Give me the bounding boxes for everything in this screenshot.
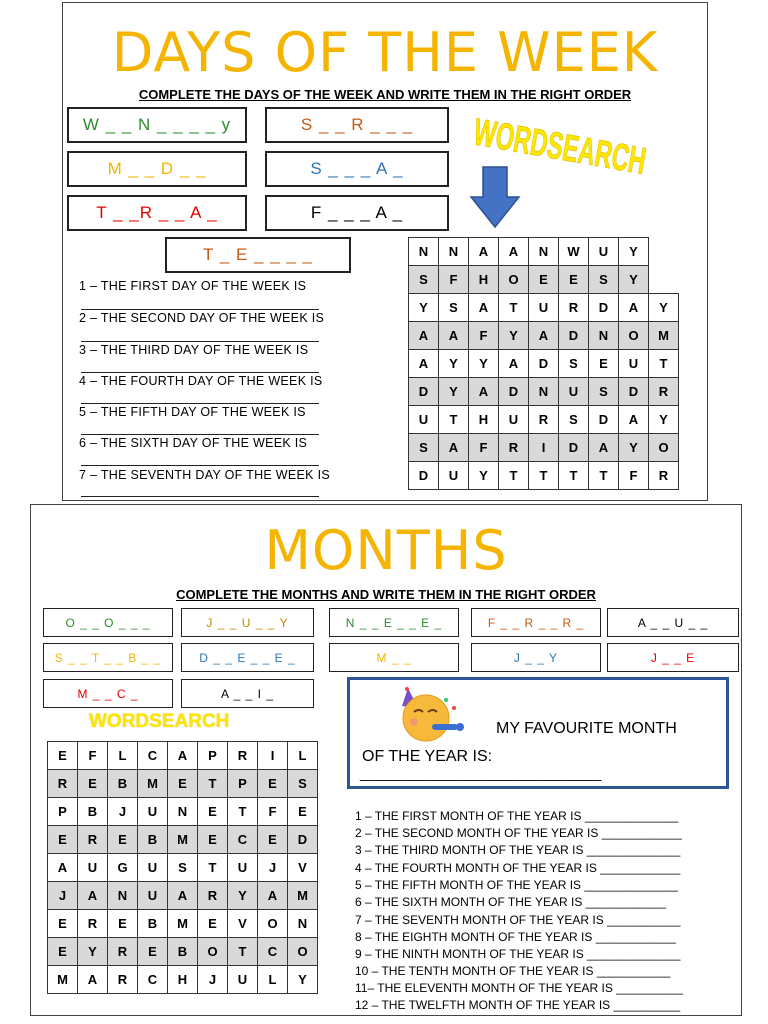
- month-question: 10 – THE TENTH MONTH OF THE YEAR IS ___________: [355, 964, 671, 978]
- grid-cell: A: [78, 882, 108, 910]
- grid-cell: R: [529, 406, 559, 434]
- grid-cell: D: [288, 826, 318, 854]
- grid-cell: S: [288, 770, 318, 798]
- days-instruction: COMPLETE THE DAYS OF THE WEEK AND WRITE THEM IN THE RIGHT ORDER: [138, 87, 632, 102]
- grid-cell: O: [619, 322, 649, 350]
- grid-cell: N: [529, 238, 559, 266]
- month-question: 4 – THE FOURTH MONTH OF THE YEAR IS ____________: [355, 861, 681, 875]
- grid-cell: R: [228, 742, 258, 770]
- grid-cell: S: [559, 406, 589, 434]
- month-puzzle-box: J _ _ U _ _ Y: [181, 608, 314, 637]
- grid-cell: L: [258, 966, 288, 994]
- grid-cell: H: [168, 966, 198, 994]
- day-puzzle-box: F _ _ _ A _: [265, 195, 449, 231]
- grid-cell: M: [48, 966, 78, 994]
- months-worksheet-panel: [30, 504, 742, 1016]
- grid-row: [48, 798, 318, 826]
- grid-cell: J: [48, 882, 78, 910]
- grid-cell: M: [138, 770, 168, 798]
- grid-cell: C: [138, 966, 168, 994]
- month-question: 2 – THE SECOND MONTH OF THE YEAR IS ____________: [355, 826, 682, 840]
- grid-cell: Y: [619, 434, 649, 462]
- month-puzzle-box: S _ _ T _ _ B _ _: [43, 643, 173, 672]
- grid-cell: R: [649, 378, 679, 406]
- grid-cell: Y: [439, 350, 469, 378]
- grid-cell: J: [108, 798, 138, 826]
- grid-cell: A: [409, 322, 439, 350]
- grid-cell: L: [108, 742, 138, 770]
- month-puzzle-box: J _ _ Y: [471, 643, 601, 672]
- grid-cell: A: [469, 294, 499, 322]
- grid-row: [48, 826, 318, 854]
- favourite-month-answer-line: _______________________________: [360, 765, 602, 781]
- grid-cell: P: [228, 770, 258, 798]
- grid-cell: A: [439, 434, 469, 462]
- grid-cell: E: [529, 266, 559, 294]
- grid-cell: U: [529, 294, 559, 322]
- months-wordsearch-grid: [47, 741, 318, 994]
- grid-cell: H: [469, 406, 499, 434]
- month-question: 3 – THE THIRD MONTH OF THE YEAR IS ______________: [355, 843, 681, 857]
- grid-cell: U: [589, 238, 619, 266]
- grid-cell: E: [559, 266, 589, 294]
- month-puzzle-box: D _ _ E _ _ E _: [181, 643, 314, 672]
- grid-cell: V: [288, 854, 318, 882]
- grid-row: [409, 266, 679, 294]
- answer-line: [81, 403, 319, 404]
- grid-cell: U: [138, 882, 168, 910]
- grid-cell: E: [198, 798, 228, 826]
- grid-cell: Y: [228, 882, 258, 910]
- grid-row: [48, 966, 318, 994]
- grid-cell: F: [469, 434, 499, 462]
- grid-row: [409, 294, 679, 322]
- grid-cell: V: [228, 910, 258, 938]
- day-puzzle-box: S _ _ _ A _: [265, 151, 449, 187]
- grid-cell: T: [198, 770, 228, 798]
- grid-cell: D: [619, 378, 649, 406]
- grid-cell: E: [288, 798, 318, 826]
- grid-cell: A: [78, 966, 108, 994]
- grid-cell: O: [258, 910, 288, 938]
- month-question: 12 – THE TWELFTH MONTH OF THE YEAR IS __________: [355, 998, 681, 1012]
- grid-cell: D: [589, 294, 619, 322]
- grid-cell: E: [108, 826, 138, 854]
- grid-cell: F: [258, 798, 288, 826]
- grid-cell: C: [138, 742, 168, 770]
- grid-cell: R: [559, 294, 589, 322]
- day-question: 3 – THE THIRD DAY OF THE WEEK IS: [79, 343, 309, 357]
- grid-cell: O: [288, 938, 318, 966]
- grid-cell: M: [168, 826, 198, 854]
- months-wordsearch-label: WORDSEARCH: [89, 711, 230, 732]
- grid-cell: A: [168, 882, 198, 910]
- month-question: 11– THE ELEVENTH MONTH OF THE YEAR IS __________: [355, 981, 683, 995]
- grid-cell: D: [559, 434, 589, 462]
- grid-cell: R: [198, 882, 228, 910]
- grid-cell: Y: [439, 378, 469, 406]
- grid-cell: A: [439, 322, 469, 350]
- grid-row: [409, 434, 679, 462]
- grid-cell: F: [439, 266, 469, 294]
- grid-cell: G: [108, 854, 138, 882]
- grid-row: [409, 238, 679, 266]
- grid-cell: Y: [409, 294, 439, 322]
- favourite-month-prompt-line2: OF THE YEAR IS:: [362, 748, 493, 765]
- favourite-month-box: [347, 677, 729, 789]
- grid-cell: E: [108, 910, 138, 938]
- grid-cell: E: [168, 770, 198, 798]
- grid-cell: Y: [619, 266, 649, 294]
- grid-cell: O: [499, 266, 529, 294]
- day-puzzle-box: T _ _R _ _ A _: [67, 195, 247, 231]
- grid-row: [409, 406, 679, 434]
- grid-cell: A: [619, 294, 649, 322]
- grid-cell: Y: [469, 462, 499, 490]
- grid-cell: U: [78, 854, 108, 882]
- grid-cell: U: [409, 406, 439, 434]
- grid-row: [409, 322, 679, 350]
- grid-cell: A: [409, 350, 439, 378]
- grid-cell: M: [168, 910, 198, 938]
- grid-cell: H: [469, 266, 499, 294]
- grid-cell: E: [48, 826, 78, 854]
- grid-cell: S: [589, 266, 619, 294]
- favourite-month-prompt: MY FAVOURITE MONTH: [496, 720, 677, 737]
- grid-cell: S: [409, 266, 439, 294]
- grid-row: [409, 378, 679, 406]
- grid-cell: A: [589, 434, 619, 462]
- grid-row: [48, 910, 318, 938]
- day-question: 7 – THE SEVENTH DAY OF THE WEEK IS: [79, 468, 331, 482]
- answer-line: [81, 465, 319, 466]
- grid-cell: T: [439, 406, 469, 434]
- grid-cell: R: [48, 770, 78, 798]
- grid-cell: B: [138, 826, 168, 854]
- grid-cell: A: [48, 854, 78, 882]
- grid-cell: B: [108, 770, 138, 798]
- grid-cell: J: [258, 854, 288, 882]
- grid-cell: M: [649, 322, 679, 350]
- grid-cell: T: [228, 798, 258, 826]
- month-question: 1 – THE FIRST MONTH OF THE YEAR IS ______________: [355, 809, 679, 823]
- month-puzzle-box: N _ _ E _ _ E _: [329, 608, 459, 637]
- grid-cell: S: [439, 294, 469, 322]
- grid-cell: E: [138, 938, 168, 966]
- grid-cell: W: [559, 238, 589, 266]
- day-question: 4 – THE FOURTH DAY OF THE WEEK IS: [79, 374, 323, 388]
- grid-cell: E: [258, 770, 288, 798]
- month-question: 9 – THE NINTH MONTH OF THE YEAR IS ______________: [355, 947, 681, 961]
- answer-line: [81, 496, 319, 497]
- month-question: 6 – THE SIXTH MONTH OF THE YEAR IS ____________: [355, 895, 666, 909]
- grid-cell: A: [499, 350, 529, 378]
- grid-cell: D: [559, 322, 589, 350]
- grid-cell: A: [619, 406, 649, 434]
- grid-cell: R: [649, 462, 679, 490]
- grid-cell: A: [168, 742, 198, 770]
- grid-cell: N: [529, 378, 559, 406]
- grid-cell: E: [48, 910, 78, 938]
- grid-cell: E: [78, 770, 108, 798]
- grid-row: [48, 854, 318, 882]
- grid-cell: Y: [619, 238, 649, 266]
- answer-line: [81, 372, 319, 373]
- day-puzzle-box: W _ _ N _ _ _ _ y: [67, 107, 247, 143]
- grid-row: [409, 350, 679, 378]
- grid-row: [409, 462, 679, 490]
- grid-cell: U: [228, 854, 258, 882]
- grid-cell: N: [168, 798, 198, 826]
- grid-cell: U: [559, 378, 589, 406]
- grid-cell: M: [288, 882, 318, 910]
- grid-cell: R: [108, 938, 138, 966]
- grid-cell: T: [228, 938, 258, 966]
- grid-cell: D: [589, 406, 619, 434]
- month-puzzle-box: M _ _ C _: [43, 679, 173, 708]
- grid-cell: J: [198, 966, 228, 994]
- grid-cell: D: [529, 350, 559, 378]
- grid-cell: A: [469, 378, 499, 406]
- day-question: 5 – THE FIFTH DAY OF THE WEEK IS: [79, 405, 306, 419]
- grid-cell: E: [48, 742, 78, 770]
- grid-cell: R: [78, 826, 108, 854]
- grid-cell: T: [529, 462, 559, 490]
- grid-cell: U: [619, 350, 649, 378]
- grid-row: [48, 882, 318, 910]
- grid-cell: N: [589, 322, 619, 350]
- grid-cell: U: [138, 854, 168, 882]
- grid-cell: F: [469, 322, 499, 350]
- down-arrow-icon: [469, 167, 521, 229]
- grid-cell: N: [108, 882, 138, 910]
- month-puzzle-box: J _ _ E: [607, 643, 739, 672]
- grid-cell: T: [499, 294, 529, 322]
- answer-line: [81, 309, 319, 310]
- grid-cell: T: [198, 854, 228, 882]
- grid-cell: U: [499, 406, 529, 434]
- month-puzzle-box: O _ _ O _ _ _: [43, 608, 173, 637]
- grid-cell: T: [499, 462, 529, 490]
- grid-cell: E: [48, 938, 78, 966]
- grid-cell: S: [168, 854, 198, 882]
- grid-cell: U: [439, 462, 469, 490]
- grid-cell: R: [499, 434, 529, 462]
- grid-cell: T: [559, 462, 589, 490]
- grid-cell: Y: [78, 938, 108, 966]
- grid-row: [48, 938, 318, 966]
- grid-cell: S: [559, 350, 589, 378]
- grid-cell: R: [78, 910, 108, 938]
- grid-cell: A: [469, 238, 499, 266]
- grid-cell: U: [228, 966, 258, 994]
- grid-cell: N: [439, 238, 469, 266]
- grid-cell: E: [198, 910, 228, 938]
- party-face-icon: [398, 686, 468, 744]
- days-title: DAYS OF THE WEEK: [111, 21, 659, 84]
- day-question: 1 – THE FIRST DAY OF THE WEEK IS: [79, 279, 307, 293]
- grid-cell: C: [258, 938, 288, 966]
- day-puzzle-box: S _ _ R _ _ _: [265, 107, 449, 143]
- grid-cell: B: [78, 798, 108, 826]
- answer-line: [81, 341, 319, 342]
- grid-cell: Y: [649, 406, 679, 434]
- grid-cell: E: [198, 826, 228, 854]
- day-puzzle-box: M _ _ D _ _: [67, 151, 247, 187]
- grid-cell: N: [409, 238, 439, 266]
- grid-cell: R: [108, 966, 138, 994]
- day-question: 6 – THE SIXTH DAY OF THE WEEK IS: [79, 436, 308, 450]
- grid-cell: D: [409, 462, 439, 490]
- grid-cell: P: [48, 798, 78, 826]
- grid-cell: L: [288, 742, 318, 770]
- grid-cell: D: [409, 378, 439, 406]
- month-puzzle-box: F _ _ R _ _ R _: [471, 608, 601, 637]
- grid-cell: T: [589, 462, 619, 490]
- grid-cell: S: [409, 434, 439, 462]
- months-instruction: COMPLETE THE MONTHS AND WRITE THEM IN THE RIGHT ORDER: [176, 587, 596, 602]
- grid-cell: F: [619, 462, 649, 490]
- day-puzzle-box: T _ E _ _ _ _: [165, 237, 351, 273]
- grid-cell: I: [529, 434, 559, 462]
- month-puzzle-box: A _ _ U _ _: [607, 608, 739, 637]
- month-question: 5 – THE FIFTH MONTH OF THE YEAR IS ______________: [355, 878, 678, 892]
- grid-cell: T: [649, 350, 679, 378]
- months-title: MONTHS: [264, 519, 508, 582]
- grid-cell: F: [78, 742, 108, 770]
- grid-cell: N: [288, 910, 318, 938]
- grid-cell: B: [168, 938, 198, 966]
- grid-cell: E: [589, 350, 619, 378]
- grid-cell: D: [499, 378, 529, 406]
- day-question: 2 – THE SECOND DAY OF THE WEEK IS: [79, 311, 325, 325]
- grid-row: [48, 770, 318, 798]
- grid-cell: Y: [649, 294, 679, 322]
- grid-cell: S: [589, 378, 619, 406]
- month-puzzle-box: A _ _ I _: [181, 679, 314, 708]
- grid-cell: I: [258, 742, 288, 770]
- grid-cell: O: [649, 434, 679, 462]
- grid-cell: Y: [288, 966, 318, 994]
- grid-cell: A: [258, 882, 288, 910]
- month-question: 7 – THE SEVENTH MONTH OF THE YEAR IS ___________: [355, 913, 681, 927]
- grid-cell: P: [198, 742, 228, 770]
- month-question: 8 – THE EIGHTH MONTH OF THE YEAR IS ____________: [355, 930, 676, 944]
- grid-cell: E: [258, 826, 288, 854]
- grid-cell: U: [138, 798, 168, 826]
- days-wordsearch-grid: [408, 237, 679, 490]
- days-worksheet-panel: [62, 2, 755, 501]
- grid-cell: A: [499, 238, 529, 266]
- grid-cell: Y: [499, 322, 529, 350]
- month-puzzle-box: M _ _: [329, 643, 459, 672]
- grid-cell: O: [198, 938, 228, 966]
- answer-line: [81, 434, 319, 435]
- grid-cell: A: [529, 322, 559, 350]
- days-wordsearch-text: WORDSEARCH: [470, 111, 755, 202]
- grid-cell: B: [138, 910, 168, 938]
- grid-cell: Y: [469, 350, 499, 378]
- grid-cell: C: [228, 826, 258, 854]
- grid-row: [48, 742, 318, 770]
